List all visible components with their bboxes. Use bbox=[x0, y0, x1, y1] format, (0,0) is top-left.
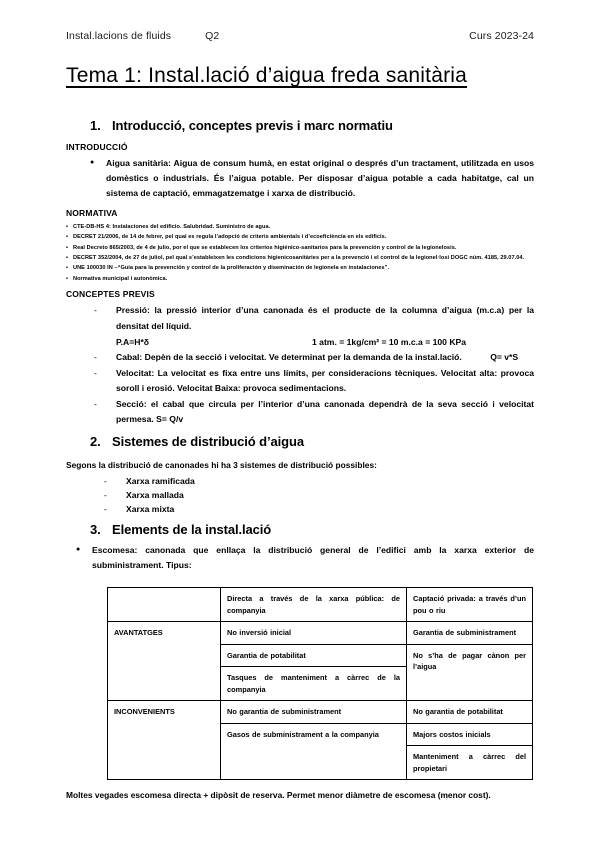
table-row bbox=[108, 701, 533, 723]
cell-avantatges-privada-2: No s’ha de pagar cànon per l’aigua bbox=[407, 644, 533, 700]
normativa-item-text: UNE 100030 IN –“Guía para la prevención y control de la proliferación y diseminación de legionela en instalaciones”. bbox=[73, 265, 390, 272]
cell-inconvenients-privada-3: Manteniment a càrrec del propietari bbox=[407, 746, 533, 780]
disc-bullet-icon: ● bbox=[76, 546, 81, 554]
distribucio-item bbox=[66, 489, 534, 503]
disc-bullet-icon: ● bbox=[90, 159, 95, 166]
dash-bullet-icon: - bbox=[104, 489, 107, 500]
bullet-dot-icon: • bbox=[66, 255, 69, 262]
escomesa-comparison-table-wrapper bbox=[66, 587, 534, 780]
bullet-aigua-sanitaria bbox=[66, 156, 534, 201]
normativa-item-text: CTE-DB-HS 4: Instalaciones del edificio. Salubridad. Suministro de agua. bbox=[73, 224, 271, 231]
pressio-formula: P.A=H*δ bbox=[116, 337, 149, 348]
section-title-2: Sistemes de distribució d’aigua bbox=[112, 433, 304, 449]
header-course-year: Curs 2023-24 bbox=[469, 30, 534, 42]
distribucio-item-text: Xarxa mallada bbox=[126, 489, 184, 500]
table-header-privada: Captació privada: a través d’un pou o riu bbox=[407, 588, 533, 622]
section-number-2: 2. bbox=[90, 433, 101, 449]
cell-avantatges-public-2: Garantia de potabilitat bbox=[221, 644, 407, 666]
dash-bullet-icon: - bbox=[104, 503, 107, 514]
table-row bbox=[108, 622, 533, 644]
normativa-item-text: Real Decreto 865/2003, de 4 de julio, por el que se establecen los criterios higiénico-sanitarios para la prevención y control de la legionelosis. bbox=[73, 244, 457, 251]
section-heading-3 bbox=[66, 522, 534, 537]
cell-avantatges-privada-1: Garantia de subministrament bbox=[407, 622, 533, 644]
bullet-dot-icon: • bbox=[66, 275, 69, 282]
normativa-item bbox=[66, 232, 534, 242]
header-term: Q2 bbox=[205, 30, 220, 42]
pressio-equivalences: 1 atm. = 1kg/cm² = 10 m.c.a = 100 KPa bbox=[312, 337, 467, 348]
cell-inconvenients-public-1: No garantia de subministrament bbox=[221, 701, 407, 723]
distribucio-intro: Segons la distribució de canonades hi ha 3 sistemes de distribució possibles: bbox=[66, 459, 377, 470]
concepte-cabal-text bbox=[116, 350, 534, 365]
section-title-1: Introducció, conceptes previs i marc normatiu bbox=[112, 118, 393, 133]
dash-bullet-icon: - bbox=[94, 367, 97, 378]
escomesa-comparison-table bbox=[107, 587, 533, 780]
dash-bullet-icon: - bbox=[104, 476, 107, 487]
row-label-inconvenients: INCONVENIENTS bbox=[108, 701, 221, 780]
concepte-seccio bbox=[66, 397, 534, 428]
cabal-formula: Q= v*S bbox=[490, 352, 519, 363]
bullet-aigua-sanitaria-text: Aigua sanitària: Aigua de consum humà, en estat original o després d’un tractament, utilitzada en usos domèstics o industrials. És l’aigua potable. Per disposar d’aigua potable a cada habitatge, cal un sistema de captació, emmagatzematge i xarxa de distribució. bbox=[106, 158, 534, 199]
dash-bullet-icon: - bbox=[94, 398, 97, 409]
concepte-seccio-text: Secció: el cabal que circula per l’interior d’una canonada dependrà de la seva secció i velocitat permesa. S= Q/v bbox=[116, 398, 534, 425]
dash-bullet-icon: - bbox=[94, 305, 97, 316]
table-row bbox=[108, 588, 533, 622]
concepte-velocitat-text: Velocitat: La velocitat es fixa entre uns límits, per consideracions tècniques. Velocitat alta: provoca soroll i erosió. Velocitat Baixa: provoca sedimentacions. bbox=[116, 367, 534, 394]
page-content bbox=[66, 30, 534, 802]
concepte-velocitat bbox=[66, 366, 534, 397]
cell-inconvenients-privada-2: Majors costos inicials bbox=[407, 723, 533, 745]
cell-inconvenients-privada-1: No garantia de potabilitat bbox=[407, 701, 533, 723]
distribucio-item bbox=[66, 503, 534, 517]
cell-inconvenients-public-2: Gasos de subministrament a la companyia bbox=[221, 723, 407, 779]
distribucio-item-text: Xarxa ramificada bbox=[126, 476, 195, 487]
concepte-cabal-desc: Cabal: Depèn de la secció i velocitat. Ve determinat per la demanda de la instal.lació. bbox=[116, 352, 462, 363]
section-number-1: 1. bbox=[90, 118, 101, 133]
dash-bullet-icon: - bbox=[94, 352, 97, 363]
section-title-3: Elements de la instal.lació bbox=[112, 522, 272, 538]
row-label-avantatges: AVANTATGES bbox=[108, 622, 221, 701]
concepte-pressio-text: Pressió: la pressió interior d’una canonada és el producte de la columna d’aigua (m.c.a) per la densitat del líquid. bbox=[116, 305, 534, 331]
distribucio-item-text: Xarxa mixta bbox=[126, 503, 175, 514]
table-header-public: Directa a través de la xarxa pública: de companyia bbox=[221, 588, 407, 622]
cell-avantatges-public-3: Tasques de manteniment a càrrec de la companyia bbox=[221, 667, 407, 701]
table-corner-cell bbox=[108, 588, 221, 622]
header-subject: Instal.lacions de fluids bbox=[66, 30, 172, 42]
pressio-formula-row bbox=[66, 334, 534, 350]
normativa-item bbox=[66, 274, 534, 284]
cell-avantatges-public-1: No inversió inicial bbox=[221, 622, 407, 644]
concepte-cabal bbox=[66, 350, 534, 365]
bullet-dot-icon: • bbox=[66, 234, 69, 241]
normativa-item-text: DECRET 21/2006, de 14 de febrer, pel qual es regula l’adopció de criteris ambientals i d’ecoeficiència en els edificis. bbox=[73, 234, 387, 241]
distribucio-item bbox=[66, 475, 534, 489]
concepte-pressio bbox=[66, 303, 534, 334]
normativa-item bbox=[66, 263, 534, 273]
label-normativa: NORMATIVA bbox=[66, 208, 118, 219]
section-heading-1 bbox=[66, 118, 534, 133]
footer-note: Moltes vegades escomesa directa + dipòsit de reserva. Permet menor diàmetre de escomesa (menor cost). bbox=[66, 790, 491, 801]
label-conceptes-previs: CONCEPTES PREVIS bbox=[66, 289, 155, 300]
bullet-escomesa bbox=[66, 543, 534, 573]
normativa-item bbox=[66, 243, 534, 253]
section-number-3: 3. bbox=[90, 522, 101, 538]
bullet-dot-icon: • bbox=[66, 265, 69, 272]
page-title: Tema 1: Instal.lació d’aigua freda sanitària bbox=[66, 64, 468, 87]
running-header bbox=[66, 30, 534, 42]
bullet-dot-icon: • bbox=[66, 244, 69, 251]
normativa-item-text: DECRET 352/2004, de 27 de juliol, pel qual s’estableixen les condicions higienicosanitàries per a la prevenció i el control de la legionel·losi DOGC núm. 4185, 29.07.04. bbox=[73, 255, 525, 262]
normativa-item-text: Normativa municipal i autonòmica. bbox=[73, 275, 168, 282]
bullet-dot-icon: • bbox=[66, 224, 69, 231]
bullet-escomesa-text: Escomesa: canonada que enllaça la distribució general de l’edifici amb la xarxa exterior de subministrament. Tipus: bbox=[92, 545, 534, 571]
section-heading-2 bbox=[66, 434, 534, 449]
normativa-item bbox=[66, 253, 534, 263]
label-introduccio: INTRODUCCIÓ bbox=[66, 142, 128, 152]
normativa-item bbox=[66, 222, 534, 232]
